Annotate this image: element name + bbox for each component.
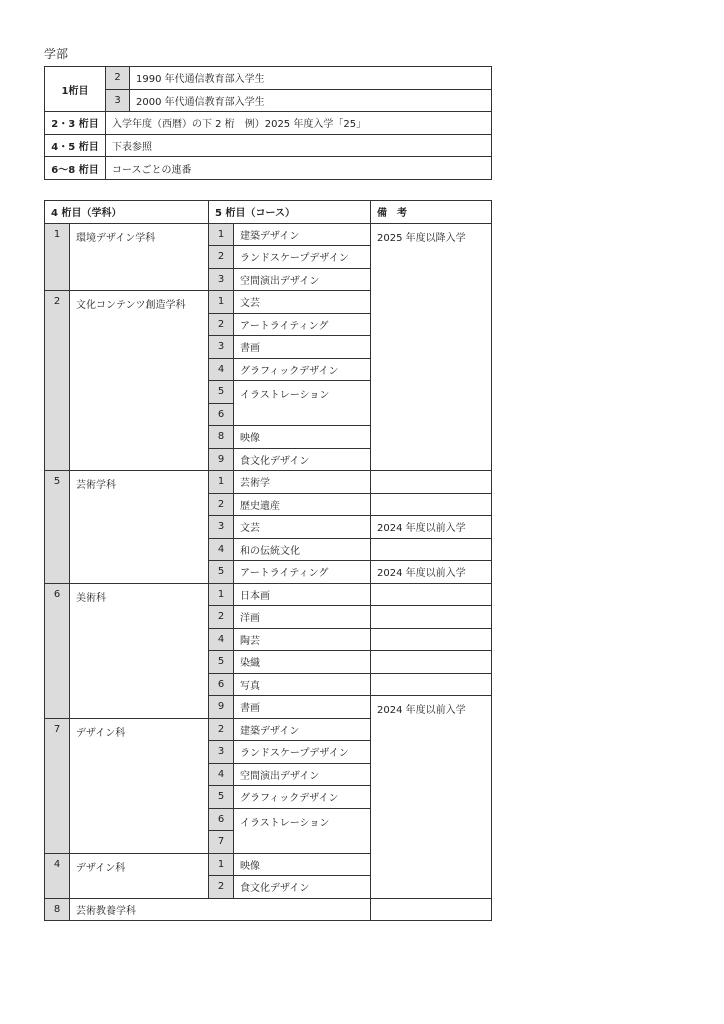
course-code: 9 bbox=[209, 696, 234, 719]
code-cell: 3 bbox=[106, 89, 130, 112]
course-code: 5 bbox=[209, 786, 234, 809]
course-name: 書画 bbox=[234, 696, 371, 719]
course-name: 映像 bbox=[234, 426, 371, 449]
course-code: 8 bbox=[209, 426, 234, 449]
dept-code: 1 bbox=[45, 223, 70, 291]
course-name: 建築デザイン bbox=[234, 223, 371, 246]
course-code: 5 bbox=[209, 381, 234, 404]
course-code: 9 bbox=[209, 448, 234, 471]
course-name: イラストレーション bbox=[234, 808, 371, 853]
dept-name: デザイン科 bbox=[70, 853, 209, 898]
course-code: 3 bbox=[209, 741, 234, 764]
dept-code: 4 bbox=[45, 853, 70, 898]
course-name: 文芸 bbox=[234, 516, 371, 539]
course-name: 陶芸 bbox=[234, 628, 371, 651]
dept-name: 環境デザイン学科 bbox=[70, 223, 209, 291]
course-code: 2 bbox=[209, 246, 234, 269]
course-name: 日本画 bbox=[234, 583, 371, 606]
note-cell bbox=[371, 673, 492, 696]
course-name: ランドスケープデザイン bbox=[234, 741, 371, 764]
course-code: 6 bbox=[209, 403, 234, 426]
note-cell bbox=[371, 628, 492, 651]
course-name: 書画 bbox=[234, 336, 371, 359]
desc-cell: 1990 年代通信教育部入学生 bbox=[130, 67, 492, 90]
dept-code: 5 bbox=[45, 471, 70, 584]
table-row bbox=[45, 583, 492, 606]
course-name: 映像 bbox=[234, 853, 371, 876]
dept-name: 美術科 bbox=[70, 583, 209, 718]
course-name: イラストレーション bbox=[234, 381, 371, 426]
course-code: 2 bbox=[209, 876, 234, 899]
dept-name: デザイン科 bbox=[70, 718, 209, 853]
course-name: 和の伝統文化 bbox=[234, 538, 371, 561]
course-name: 歴史遺産 bbox=[234, 493, 371, 516]
header-row bbox=[45, 201, 492, 224]
table-row bbox=[45, 67, 492, 90]
course-code: 4 bbox=[209, 628, 234, 651]
dept-code: 8 bbox=[45, 898, 70, 921]
course-name: グラフィックデザイン bbox=[234, 358, 371, 381]
note-cell: 2024 年度以前入学 bbox=[371, 561, 492, 584]
course-code-table bbox=[44, 200, 492, 921]
desc-cell: コースごとの連番 bbox=[106, 157, 492, 180]
course-code: 7 bbox=[209, 831, 234, 854]
note-cell bbox=[371, 606, 492, 629]
row-label: 6〜8 桁目 bbox=[45, 157, 106, 180]
course-code: 2 bbox=[209, 718, 234, 741]
course-name: 食文化デザイン bbox=[234, 876, 371, 899]
dept-name: 文化コンテンツ創造学科 bbox=[70, 291, 209, 471]
course-name: グラフィックデザイン bbox=[234, 786, 371, 809]
dept-name: 芸術教養学科 bbox=[70, 898, 371, 921]
header-notes: 備 考 bbox=[371, 201, 492, 224]
note-cell bbox=[371, 538, 492, 561]
note-cell bbox=[371, 898, 492, 921]
course-code: 1 bbox=[209, 471, 234, 494]
course-code: 5 bbox=[209, 561, 234, 584]
course-name: 芸術学 bbox=[234, 471, 371, 494]
course-name: 空間演出デザイン bbox=[234, 268, 371, 291]
course-code: 5 bbox=[209, 651, 234, 674]
course-code: 3 bbox=[209, 516, 234, 539]
course-code: 1 bbox=[209, 223, 234, 246]
note-cell: 2024 年度以前入学 bbox=[371, 696, 492, 899]
note-cell bbox=[371, 471, 492, 494]
course-name: 洋画 bbox=[234, 606, 371, 629]
course-code: 1 bbox=[209, 583, 234, 606]
row-label: 4・5 桁目 bbox=[45, 134, 106, 157]
course-name: ランドスケープデザイン bbox=[234, 246, 371, 269]
note-cell bbox=[371, 651, 492, 674]
course-code: 1 bbox=[209, 291, 234, 314]
course-name: 文芸 bbox=[234, 291, 371, 314]
course-code: 2 bbox=[209, 606, 234, 629]
course-name: 染織 bbox=[234, 651, 371, 674]
course-code: 6 bbox=[209, 808, 234, 831]
note-cell bbox=[371, 583, 492, 606]
table-row bbox=[45, 223, 492, 246]
course-code: 2 bbox=[209, 313, 234, 336]
dept-code: 2 bbox=[45, 291, 70, 471]
table-row bbox=[45, 471, 492, 494]
table-row bbox=[45, 157, 492, 180]
header-course: 5 桁目（コース） bbox=[209, 201, 371, 224]
course-code: 4 bbox=[209, 763, 234, 786]
header-dept: 4 桁目（学科） bbox=[45, 201, 209, 224]
desc-cell: 2000 年代通信教育部入学生 bbox=[130, 89, 492, 112]
row-label: 2・3 桁目 bbox=[45, 112, 106, 135]
table-row bbox=[45, 898, 492, 921]
desc-cell: 入学年度（西暦）の下 2 桁 例）2025 年度入学「25」 bbox=[106, 112, 492, 135]
course-code: 4 bbox=[209, 538, 234, 561]
table-row bbox=[45, 134, 492, 157]
note-cell: 2024 年度以前入学 bbox=[371, 516, 492, 539]
course-code: 2 bbox=[209, 493, 234, 516]
note-cell: 2025 年度以降入学 bbox=[371, 223, 492, 471]
dept-code: 7 bbox=[45, 718, 70, 853]
course-name: アートライティング bbox=[234, 313, 371, 336]
dept-name: 芸術学科 bbox=[70, 471, 209, 584]
course-name: 空間演出デザイン bbox=[234, 763, 371, 786]
table-row bbox=[45, 89, 492, 112]
course-code: 3 bbox=[209, 336, 234, 359]
note-cell bbox=[371, 493, 492, 516]
course-code: 3 bbox=[209, 268, 234, 291]
course-code: 1 bbox=[209, 853, 234, 876]
course-name: アートライティング bbox=[234, 561, 371, 584]
course-name: 食文化デザイン bbox=[234, 448, 371, 471]
table-row bbox=[45, 112, 492, 135]
row-label: 1桁目 bbox=[45, 67, 106, 112]
course-name: 建築デザイン bbox=[234, 718, 371, 741]
course-code: 4 bbox=[209, 358, 234, 381]
course-name: 写真 bbox=[234, 673, 371, 696]
desc-cell: 下表参照 bbox=[106, 134, 492, 157]
course-code: 6 bbox=[209, 673, 234, 696]
code-cell: 2 bbox=[106, 67, 130, 90]
dept-code: 6 bbox=[45, 583, 70, 718]
page-title: 学部 bbox=[44, 47, 69, 61]
digit-table bbox=[44, 66, 492, 180]
